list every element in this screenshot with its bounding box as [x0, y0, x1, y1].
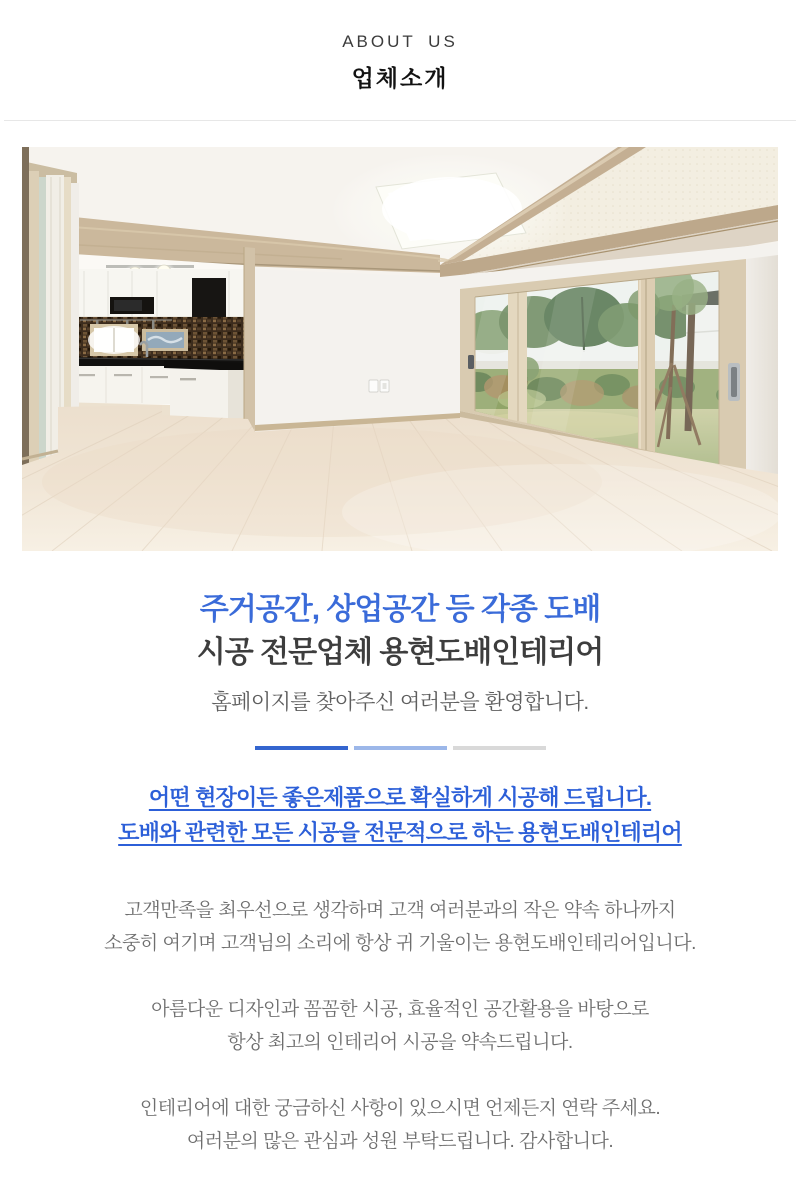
- slogan-link-line1[interactable]: 어떤 현장이든 좋은제품으로 확실하게 시공해 드립니다.: [148, 785, 652, 810]
- interior-photo-graphic: [22, 147, 778, 551]
- welcome-text: 홈페이지를 찾아주신 여러분을 환영합니다.: [211, 691, 589, 714]
- slogan-link-line2[interactable]: 도배와 관련한 모든 시공을 전문적으로 하는 용현도배인테리어: [118, 820, 682, 845]
- slogan-links: [0, 780, 800, 850]
- page-header: [0, 32, 800, 93]
- section-divider-bars: [0, 746, 800, 750]
- headline-main-line: 시공 전문업체 용현도배인테리어: [196, 636, 604, 669]
- headline-accent-line: 주거공간, 상업공간 등 각종 도배: [199, 593, 601, 626]
- eyebrow-text: ABOUT US: [342, 32, 458, 51]
- paragraph-line: 인테리어에 대한 궁금하신 사항이 있으시면 언제든지 연락 주세요.: [139, 1098, 661, 1119]
- page-title: 업체소개: [351, 65, 449, 91]
- paragraph-customer-promise: [0, 894, 800, 960]
- kitchen-area: [58, 253, 248, 427]
- divider-bar-tertiary: [453, 746, 546, 750]
- paragraph-line: 고객만족을 최우선으로 생각하며 고객 여러분과의 작은 약속 하나까지: [124, 900, 676, 921]
- intro-section: [0, 588, 800, 1158]
- paragraph-line: 소중히 여기며 고객님의 소리에 항상 귀 기울이는 용현도배인테리어입니다.: [104, 933, 696, 954]
- divider-bar-secondary: [354, 746, 447, 750]
- interior-photo: [22, 147, 778, 551]
- header-divider: [4, 120, 796, 121]
- paragraph-contact-invite: [0, 1092, 800, 1158]
- divider-bar-primary: [255, 746, 348, 750]
- headline: [0, 588, 800, 674]
- paragraph-line: 항상 최고의 인테리어 시공을 약속드립니다.: [227, 1032, 573, 1053]
- paragraph-line: 아름다운 디자인과 꼼꼼한 시공, 효율적인 공간활용을 바탕으로: [151, 999, 649, 1020]
- paragraph-design-promise: [0, 993, 800, 1059]
- paragraph-line: 여러분의 많은 관심과 성원 부탁드립니다. 감사합니다.: [186, 1131, 614, 1152]
